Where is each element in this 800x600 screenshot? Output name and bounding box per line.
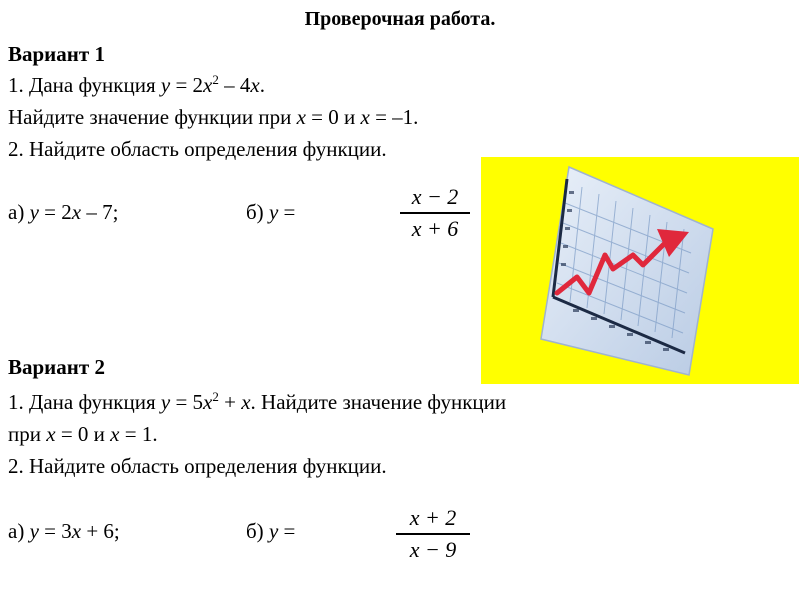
variant2-option-a: а) y = 3x + 6; (8, 519, 120, 543)
variant2-task2: 2. Найдите область определения функции. (8, 454, 387, 478)
variant1-option-b: б) y = (246, 200, 296, 224)
fraction-denominator: x − 9 (409, 536, 457, 562)
variant1-fraction (400, 184, 470, 242)
variant2-option-b: б) y = (246, 519, 296, 543)
fraction-numerator: x − 2 (411, 184, 459, 209)
variant2-heading: Вариант 2 (8, 355, 105, 379)
page-title: Проверочная работа. (304, 8, 496, 30)
chart-paper (541, 167, 713, 375)
fraction-bar (400, 212, 470, 214)
variant1-option-a: а) y = 2x – 7; (8, 200, 119, 224)
variant1-heading: Вариант 1 (8, 42, 105, 66)
fraction-bar (396, 533, 470, 535)
variant2-fraction (396, 505, 470, 563)
fraction-numerator: x + 2 (409, 505, 457, 530)
variant1-task1: 1. Дана функция $y = 2x^2 - 4x$. (8, 72, 265, 97)
fraction-denominator: x + 6 (411, 215, 459, 241)
variant2-task1-values: при x = 0 и x = 1. (8, 422, 158, 446)
chart-illustration (481, 157, 799, 384)
variant1-task2: 2. Найдите область определения функции. (8, 137, 387, 161)
variant2-task1: 1. Дана функция $y = 5x^2 + x$. Найдите значение функции (8, 389, 507, 414)
rising-chart-icon (481, 157, 799, 384)
variant1-task1-values: Найдите значение функции при x = 0 и x = –1. (8, 105, 419, 129)
